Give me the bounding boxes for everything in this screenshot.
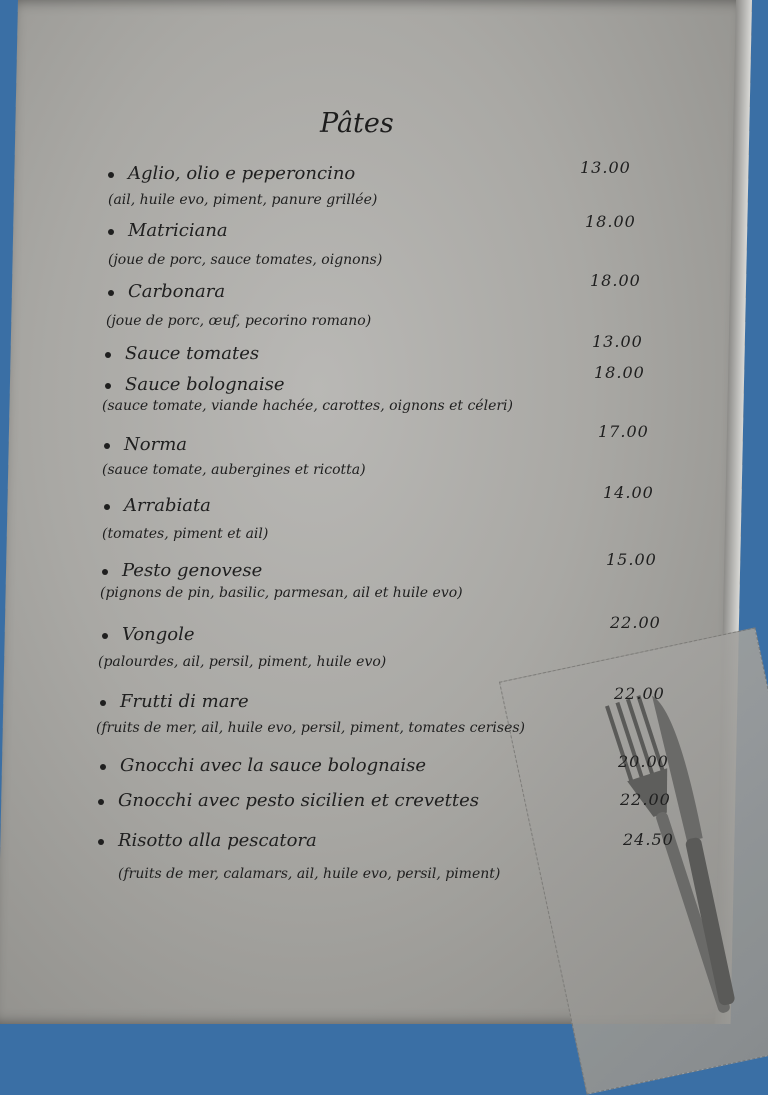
dish-description: (sauce tomate, aubergines et ricotta) <box>102 462 366 478</box>
dish-price: 17.00 <box>598 422 649 441</box>
dish-description: (pignons de pin, basilic, parmesan, ail et huile evo) <box>100 585 463 601</box>
dish-price: 22.00 <box>614 684 665 703</box>
dish-description: (sauce tomate, viande hachée, carottes, oignons et céleri) <box>102 398 513 414</box>
dish-price: 18.00 <box>590 271 641 290</box>
dish-price: 13.00 <box>580 158 631 177</box>
dish-name: Sauce tomates <box>125 343 260 364</box>
dish-name: Sauce bolognaise <box>125 374 285 395</box>
dish-name: Gnocchi avec pesto sicilien et crevettes <box>118 790 480 811</box>
dish-description: (joue de porc, œuf, pecorino romano) <box>106 313 372 329</box>
bullet <box>108 290 114 296</box>
dish-name: Pesto genovese <box>122 560 263 581</box>
dish-name: Frutti di mare <box>120 691 249 712</box>
bullet <box>100 700 106 706</box>
dish-price: 15.00 <box>606 550 657 569</box>
bullet <box>98 839 104 845</box>
dish-name: Carbonara <box>128 281 226 302</box>
dish-price: 24.50 <box>623 830 674 849</box>
dish-price: 18.00 <box>594 363 645 382</box>
bullet <box>104 443 110 449</box>
dish-name: Aglio, olio e peperoncino <box>128 163 356 184</box>
bullet <box>102 569 108 575</box>
dish-name: Risotto alla pescatora <box>118 830 317 851</box>
dish-description: (fruits de mer, ail, huile evo, persil, piment, tomates cerises) <box>96 720 526 736</box>
bullet <box>108 229 114 235</box>
dish-name: Gnocchi avec la sauce bolognaise <box>120 755 427 776</box>
bullet <box>108 172 114 178</box>
dish-description: (ail, huile evo, piment, panure grillée) <box>108 192 378 208</box>
bullet <box>102 633 108 639</box>
dish-price: 22.00 <box>610 613 661 632</box>
bullet <box>104 504 110 510</box>
dish-name: Vongole <box>122 624 195 645</box>
bullet <box>100 764 106 770</box>
bullet <box>105 383 111 389</box>
bullet <box>98 799 104 805</box>
dish-price: 22.00 <box>620 790 671 809</box>
dish-description: (joue de porc, sauce tomates, oignons) <box>108 252 383 268</box>
dish-description: (palourdes, ail, persil, piment, huile evo) <box>98 654 387 670</box>
dish-price: 13.00 <box>592 332 643 351</box>
page-title: Pâtes <box>320 108 394 139</box>
dish-price: 14.00 <box>603 483 654 502</box>
dish-description: (tomates, piment et ail) <box>102 526 269 542</box>
bullet <box>105 352 111 358</box>
dish-name: Norma <box>124 434 187 455</box>
dish-price: 20.00 <box>618 752 669 771</box>
dish-name: Matriciana <box>128 220 228 241</box>
dish-description: (fruits de mer, calamars, ail, huile evo, persil, piment) <box>118 866 501 882</box>
dish-price: 18.00 <box>585 212 636 231</box>
dish-name: Arrabiata <box>124 495 211 516</box>
